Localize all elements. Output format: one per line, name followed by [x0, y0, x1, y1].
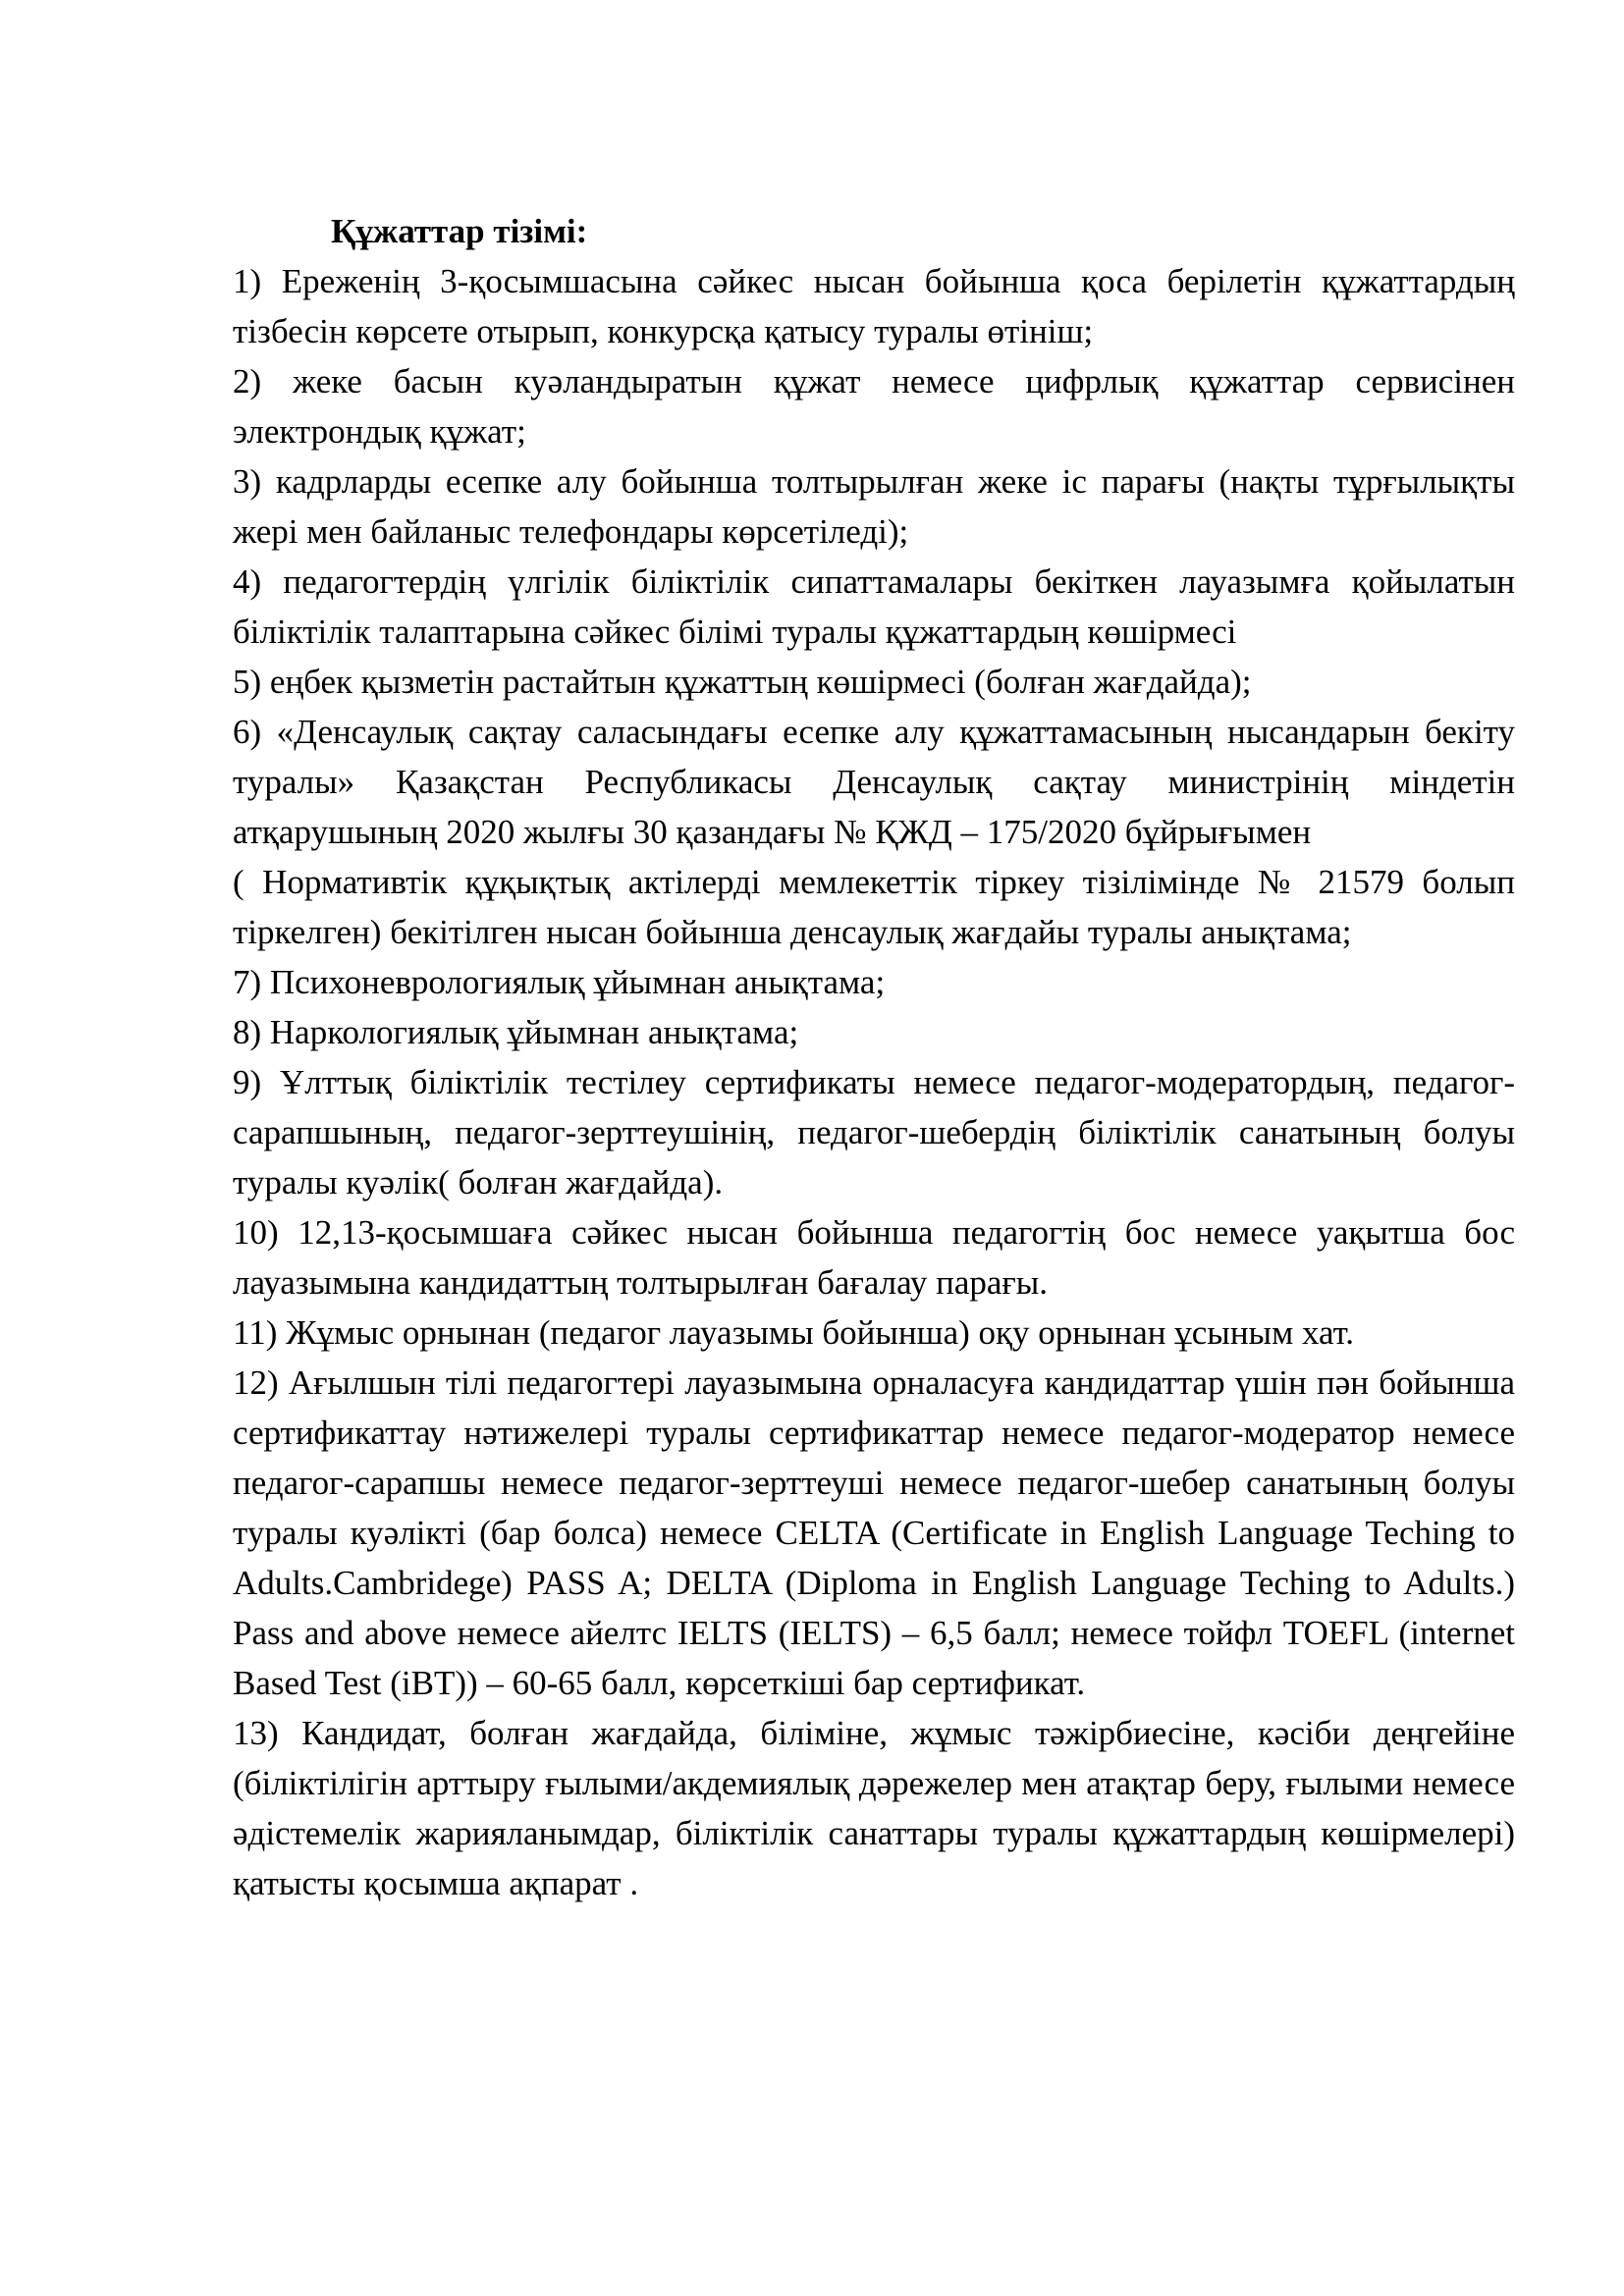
list-item-6-continuation: ( Нормативтік құқықтық актілерді мемлекеттік тіркеу тізілімінде № 21579 болып тіркелген) бекітілген нысан бойынша денсаулық жағдайы туралы анықтама;: [233, 863, 1515, 951]
document-title: Құжаттар тізімі:: [331, 212, 588, 250]
list-item-10: 10) 12,13-қосымшаға сәйкес нысан бойынша педагогтің бос немесе уақытша бос лауазымына кандидаттың толтырылған бағалау парағы.: [233, 1213, 1515, 1302]
list-item-2: 2) жеке басын куәландыратын құжат немесе цифрлық құжаттар сервисінен электрондық құжат;: [233, 362, 1515, 451]
list-item-8: 8) Наркологиялық ұйымнан анықтама;: [233, 1013, 799, 1051]
list-item-4: 4) педагогтердің үлгілік біліктілік сипаттамалары бекіткен лауазымға қойылатын біліктілік талаптарына сәйкес білімі туралы құжаттардың көшірмесі: [233, 562, 1515, 651]
list-item-1: 1) Ереженің 3-қосымшасына сәйкес нысан бойынша қоса берілетін құжаттардың тізбесін көрсете отырып, конкурсқа қатысу туралы өтініш;: [233, 262, 1515, 350]
list-item-11: 11) Жұмыс орнынан (педагог лауазымы бойынша) оқу орнынан ұсыным хат.: [233, 1313, 1355, 1352]
list-item-5: 5) еңбек қызметін растайтын құжаттың көшірмесі (болған жағдайда);: [233, 663, 1252, 701]
list-item-7: 7) Психоневрологиялық ұйымнан анықтама;: [233, 963, 886, 1001]
list-item-12: 12) Ағылшын тілі педагогтері лауазымына орналасуға кандидаттар үшін пән бойынша сертификаттау нәтижелері туралы сертификаттар немесе педагог-модератор немесе педагог-сарапшы немесе педагог-зерттеуші немесе педагог-шебер санатының болуы туралы куәлікті (бар болса) немесе CELTA (Certificate in English Language Teching to Adults.Cambridege) PASS A; DELTA (Diploma in English Language Teching to Adults.) Pass and above немесе айелтс IELTS (IELTS) – 6,5 балл; немесе тойфл TOEFL (internet Based Test (iBT)) – 60-65 балл, көрсеткіші бар сертификат.: [233, 1363, 1515, 1702]
list-item-9: 9) Ұлттық біліктілік тестілеу сертификаты немесе педагог-модератордың, педагог-сарапшының, педагог-зерттеушінің, педагог-шебердің біліктілік санатының болуы туралы куәлік( болған жағдайда).: [233, 1063, 1515, 1201]
list-item-6: 6) «Денсаулық сақтау саласындағы есепке алу құжаттамасының нысандарын бекіту туралы» Қазақстан Республикасы Денсаулық сақтау министрінің міндетін атқарушының 2020 жылғы 30 қазандағы № ҚЖД – 175/2020 бұйрығымен: [233, 713, 1515, 851]
list-item-13: 13) Кандидат, болған жағдайда, біліміне, жұмыс тәжірбиесіне, кәсіби деңгейіне (біліктілігін арттыру ғылыми/акдемиялық дәрежелер мен атақтар беру, ғылыми немесе әдістемелік жарияланымдар, біліктілік санаттары туралы құжаттардың көшірмелері) қатысты қосымша ақпарат .: [233, 1714, 1515, 1902]
document-page: [233, 206, 1515, 1908]
list-item-3: 3) кадрларды есепке алу бойынша толтырылған жеке іс парағы (нақты тұрғылықты жері мен байланыс телефондары көрсетіледі);: [233, 462, 1515, 551]
